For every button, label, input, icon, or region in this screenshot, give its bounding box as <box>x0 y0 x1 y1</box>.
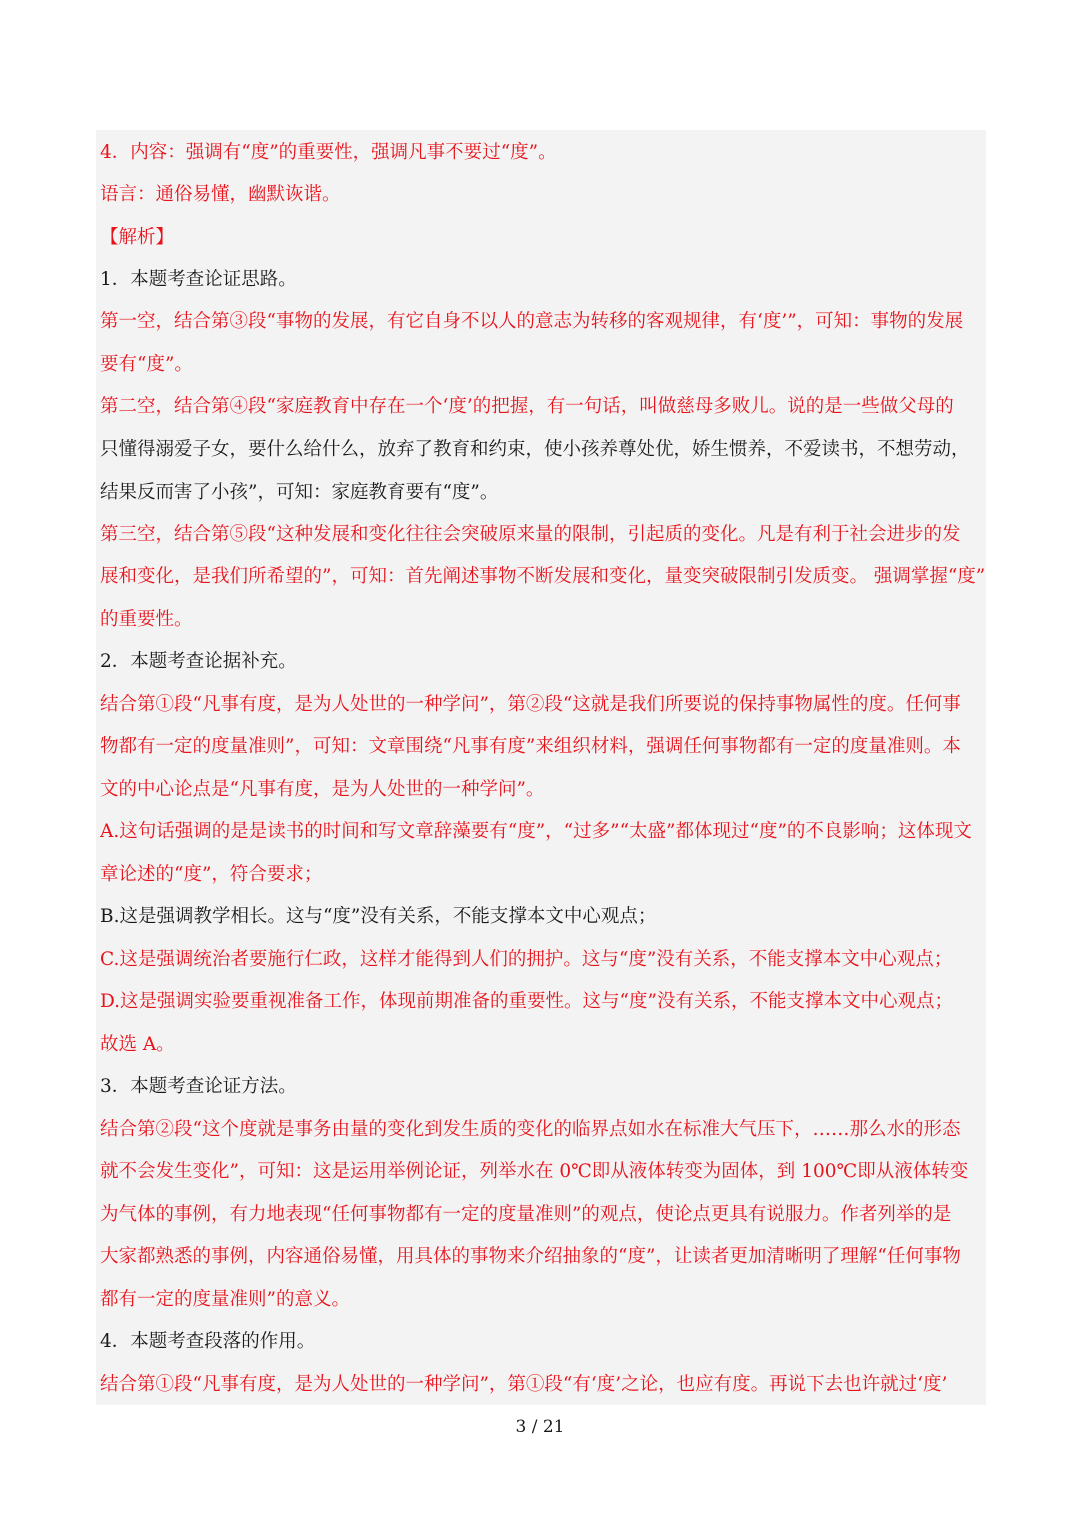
section-heading: 【解析】 <box>100 227 175 248</box>
text-line: 只懂得溺爱子女，要什么给什么，放弃了教育和约束，使小孩养尊处优，娇生惯养，不爱读书，不想劳动， <box>100 439 970 460</box>
question-heading: 3．本题考查论证方法。 <box>100 1076 297 1097</box>
text-line: 文的中心论点是“凡事有度，是为人处世的一种学问”。 <box>100 779 545 800</box>
text-line: 为气体的事例，有力地表现“任何事物都有一定的度量准则”的观点，使论点更具有说服力。作者列举的是 <box>100 1204 952 1225</box>
text-line: 故选 A。 <box>100 1034 175 1055</box>
text-line: 结合第①段“凡事有度，是为人处世的一种学问”，第①段“有‘度’之论，也应有度。再说下去也许就过‘度’ <box>100 1374 948 1395</box>
text-line: A.这句话强调的是是读书的时间和写文章辞藻要有“度”，“过多”“太盛”都体现过“度”的不良影响；这体现文 <box>100 821 972 842</box>
text-line: 4．内容：强调有“度”的重要性，强调凡事不要过“度”。 <box>100 142 557 163</box>
text-line: 结合第①段“凡事有度，是为人处世的一种学问”，第②段“这就是我们所要说的保持事物属性的度。任何事 <box>100 694 961 715</box>
text-line: D.这是强调实验要重视准备工作，体现前期准备的重要性。这与“度”没有关系，不能支撑本文中心观点； <box>100 991 953 1012</box>
question-heading: 2．本题考查论据补充。 <box>100 651 297 672</box>
text-line: 第一空，结合第③段“事物的发展，有它自身不以人的意志为转移的客观规律，有‘度’”，可知：事物的发展 <box>100 311 964 332</box>
text-line: 要有“度”。 <box>100 354 193 375</box>
text-line: 结合第②段“这个度就是事务由量的变化到发生质的变化的临界点如水在标准大气压下，……那么水的形态 <box>100 1119 961 1140</box>
text-line: 结果反而害了小孩”，可知：家庭教育要有“度”。 <box>100 482 499 503</box>
text-line: 大家都熟悉的事例，内容通俗易懂，用具体的事物来介绍抽象的“度”，让读者更加清晰明了理解“任何事物 <box>100 1246 961 1267</box>
text-line: 第二空，结合第④段“家庭教育中存在一个‘度’的把握，有一句话，叫做慈母多败儿。说的是一些做父母的 <box>100 396 954 417</box>
text-line: C.这是强调统治者要施行仁政，这样才能得到人们的拥护。这与“度”没有关系，不能支撑本文中心观点； <box>100 949 953 970</box>
text-line: 都有一定的度量准则”的意义。 <box>100 1289 350 1310</box>
text-line: 展和变化，是我们所希望的”，可知：首先阐述事物不断发展和变化，量变突破限制引发质变。 强调掌握“度” <box>100 566 986 587</box>
text-line: 物都有一定的度量准则”，可知：文章围绕“凡事有度”来组织材料，强调任何事物都有一定的度量准则。本 <box>100 736 961 757</box>
question-heading: 4．本题考查段落的作用。 <box>100 1331 316 1352</box>
question-heading: 1．本题考查论证思路。 <box>100 269 297 290</box>
text-line: 第三空，结合第⑤段“这种发展和变化往往会突破原来量的限制，引起质的变化。凡是有利于社会进步的发 <box>100 524 961 545</box>
text-line: B.这是强调教学相长。这与“度”没有关系，不能支撑本文中心观点； <box>100 906 657 927</box>
text-line: 就不会发生变化”，可知：这是运用举例论证，列举水在 0℃即从液体转变为固体，到 100℃即从液体转变 <box>100 1161 969 1182</box>
page-number: 3 / 21 <box>515 1417 565 1437</box>
text-line: 的重要性。 <box>100 609 193 630</box>
text-line: 章论述的“度”，符合要求； <box>100 864 323 885</box>
text-line: 语言：通俗易懂，幽默诙谐。 <box>100 184 341 205</box>
